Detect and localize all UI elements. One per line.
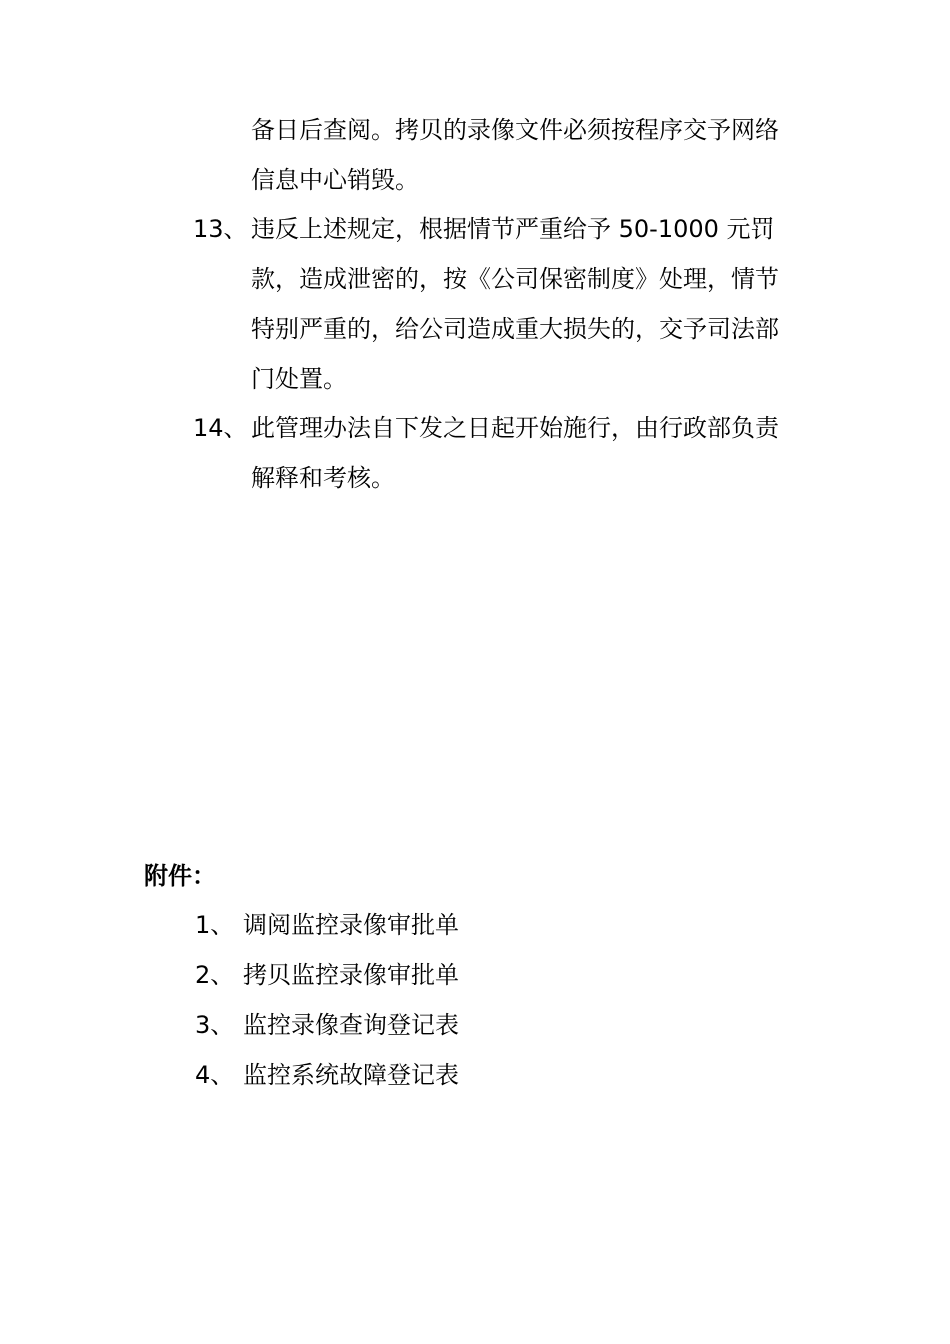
attachment-1-title: 调阅监控录像审批单 <box>243 911 459 939</box>
attachments-heading: 附件： <box>144 862 216 890</box>
item-13-line-3: 特别严重的，给公司造成重大损失的，交予司法部 <box>251 315 779 343</box>
item-13-number: 13、 <box>193 215 248 243</box>
item-13-line-1: 违反上述规定，根据情节严重给予 50-1000 元罚 <box>251 215 775 243</box>
item-14-number: 14、 <box>193 414 248 442</box>
attachment-3-title: 监控录像查询登记表 <box>243 1011 459 1039</box>
item-14-line-1: 此管理办法自下发之日起开始施行，由行政部负责 <box>251 414 779 442</box>
attachment-3-number: 3、 <box>195 1011 235 1039</box>
item-13-line-2: 款，造成泄密的，按《公司保密制度》处理，情节 <box>251 265 779 293</box>
attachment-4-number: 4、 <box>195 1061 235 1089</box>
item-13-line-4: 门处置。 <box>251 365 347 393</box>
attachment-2-number: 2、 <box>195 961 235 989</box>
attachment-1-number: 1、 <box>195 911 235 939</box>
continuation-line-1: 备日后查阅。拷贝的录像文件必须按程序交予网络 <box>251 116 779 144</box>
attachment-4-title: 监控系统故障登记表 <box>243 1061 459 1089</box>
attachment-2-title: 拷贝监控录像审批单 <box>243 961 459 989</box>
item-14-line-2: 解释和考核。 <box>251 464 395 492</box>
continuation-line-2: 信息中心销毁。 <box>251 166 419 194</box>
